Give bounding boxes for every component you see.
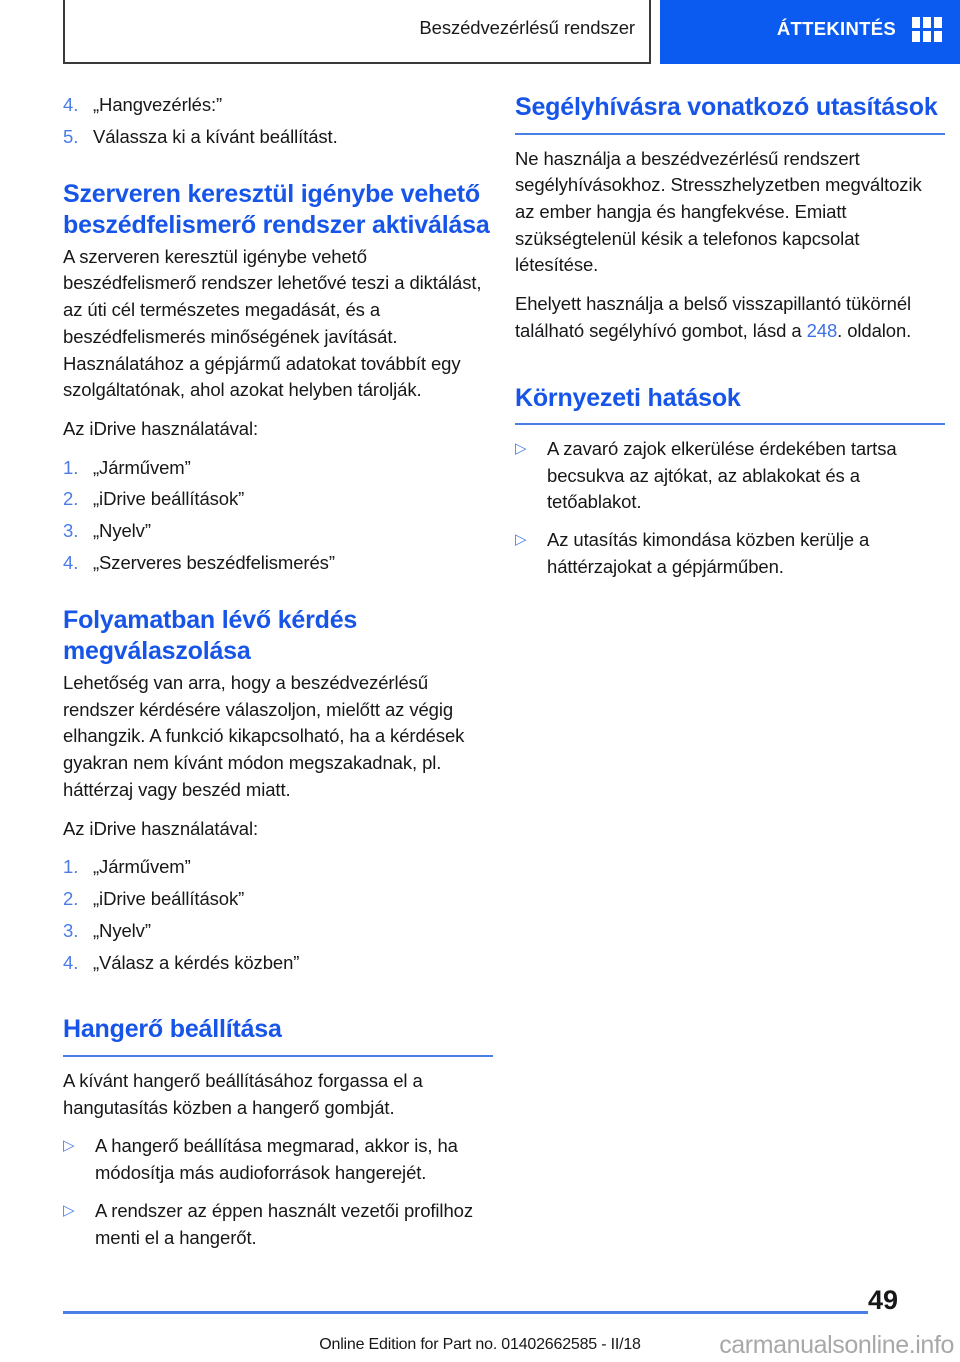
heading-environmental-influences: Környezeti hatások: [515, 383, 945, 426]
paragraph-emergency-button-reference: [515, 291, 945, 344]
left-column: [63, 92, 493, 1263]
triangle-bullet-icon: ▷: [63, 1201, 75, 1219]
list-item: [63, 854, 493, 881]
chapter-title: Beszédvezérlésű rendszer: [419, 17, 635, 38]
grid-icon: [912, 17, 942, 42]
grid-icon-cell: [934, 17, 942, 28]
paragraph-answer-description: Lehetőség van arra, hogy a beszédvezérlésű rendszer kérdésére válaszoljon, mielőtt az végig elhangzik. A funkció kikapcsolható, ha a kérdések gyakran nem kívánt módon megszakadnak, pl. háttérzaj vagy beszéd miatt.: [63, 671, 465, 800]
grid-icon-cell: [934, 31, 942, 42]
list-item: [63, 124, 493, 151]
heading-answer-pending-question: Folyamatban lévő kérdés megválaszolása: [63, 605, 358, 666]
step-number: 3.: [63, 520, 79, 542]
step-number: 5.: [63, 125, 79, 147]
volume-bullet-list: [63, 1133, 493, 1251]
step-text: „Nyelv”: [93, 520, 151, 542]
list-item: [63, 1198, 493, 1251]
step-number: 2.: [63, 888, 79, 910]
heading-server-speech-recognition: Szerveren keresztül igénybe vehető beszédfelismerő rendszer aktiválása: [63, 179, 490, 240]
list-item: [63, 886, 493, 913]
step-number: 4.: [63, 951, 79, 973]
step-number: 2.: [63, 488, 79, 510]
paragraph-answer-idrive-intro: Az iDrive használatával:: [63, 817, 259, 839]
step-text: „iDrive beállítások”: [93, 488, 245, 510]
intro-steps-list: [63, 92, 493, 151]
paragraph-text-before-ref: Ehelyett használja a belső visszapillantó tükörnél található segélyhívó gombot, lásd a: [515, 293, 912, 341]
section-tab-overview[interactable]: [660, 0, 960, 64]
step-text: Válassza ki a kívánt beállítást.: [93, 125, 338, 147]
list-item: [63, 518, 493, 545]
paragraph-volume-description: A kívánt hangerő beállításához forgassa el a hangutasítás közben a hangerő gombját.: [63, 1069, 423, 1118]
server-steps-list: [63, 455, 493, 577]
paragraph-text-after-ref: . oldalon.: [837, 319, 912, 341]
answer-steps-list: [63, 854, 493, 976]
list-item: [63, 950, 493, 977]
page-footer: [0, 1252, 960, 1362]
step-text: „Járművem”: [93, 856, 191, 878]
site-watermark: carmanualsonline.info: [719, 1331, 954, 1359]
heading-volume-setting: Hangerő beállítása: [63, 1014, 493, 1057]
list-item: [515, 527, 945, 580]
paragraph-server-description: A szerveren keresztül igénybe vehető beszédfelismerő rendszer lehetővé teszi a diktálást, az úti cél természetes megadását, és a beszédfelismerés minőségének javítását. Használatához a gépjármű adatokat továbbít egy szolgáltatónak, ahol azokat helyben tárolják.: [63, 245, 482, 401]
triangle-bullet-icon: ▷: [515, 531, 527, 549]
step-number: 1.: [63, 856, 79, 878]
page-header: [0, 0, 960, 64]
bullet-text: A rendszer az éppen használt vezetői profilhoz menti el a hangerőt.: [95, 1199, 473, 1248]
step-text: „Válasz a kérdés közben”: [93, 951, 300, 973]
bullet-text: A hangerő beállítása megmarad, akkor is, ha módosítja más audioforrások hangerejét.: [95, 1135, 458, 1184]
step-number: 3.: [63, 919, 79, 941]
step-text: „Nyelv”: [93, 919, 151, 941]
list-item: [515, 436, 945, 516]
triangle-bullet-icon: ▷: [515, 440, 527, 458]
step-number: 4.: [63, 552, 79, 574]
step-text: „iDrive beállítások”: [93, 888, 245, 910]
page-body: [0, 92, 960, 1263]
grid-icon-cell: [923, 17, 931, 28]
page-number: 49: [867, 1285, 898, 1315]
footer-divider: [63, 1311, 868, 1314]
paragraph-server-idrive-intro: Az iDrive használatával:: [63, 417, 259, 439]
step-text: „Hangvezérlés:”: [93, 94, 223, 115]
paragraph-emergency-description: Ne használja a beszédvezérlésű rendszert segélyhívásokhoz. Stresszhelyzetben megváltozik az ember hangja és hangfekvése. Emiatt szükségtelenül késik a telefonos kapcsolat létesítése.: [515, 147, 922, 276]
page-reference-link[interactable]: 248: [806, 319, 838, 341]
spacer: [63, 988, 493, 1014]
triangle-bullet-icon: ▷: [63, 1137, 75, 1155]
step-number: 4.: [63, 94, 79, 115]
list-item: [63, 918, 493, 945]
step-number: 1.: [63, 456, 79, 478]
bullet-text: A zavaró zajok elkerülése érdekében tartsa becsukva az ajtókat, az ablakokat és a tetőablakot.: [547, 438, 897, 513]
list-item: [63, 455, 493, 482]
grid-icon-cell: [912, 31, 920, 42]
list-item: [63, 486, 493, 513]
list-item: [63, 1133, 493, 1186]
list-item: [63, 92, 493, 119]
spacer: [63, 589, 493, 605]
right-column: [515, 92, 945, 1263]
grid-icon-cell: [923, 31, 931, 42]
list-item: [63, 550, 493, 577]
section-tab-label: ÁTTEKINTÉS: [776, 18, 896, 39]
heading-emergency-call-instructions: Segélyhívásra vonatkozó utasítások: [515, 92, 945, 135]
edition-notice: Online Edition for Part no. 01402662585 - II/18: [319, 1336, 641, 1353]
bullet-text: Az utasítás kimondása közben kerülje a háttérzajokat a gépjárműben.: [547, 529, 870, 577]
environment-bullet-list: [515, 436, 945, 581]
chapter-title-box: [63, 0, 651, 64]
grid-icon-cell: [912, 17, 920, 28]
spacer: [515, 357, 945, 383]
spacer: [63, 163, 493, 179]
step-text: „Szerveres beszédfelismerés”: [93, 552, 335, 574]
step-text: „Járművem”: [93, 456, 191, 478]
